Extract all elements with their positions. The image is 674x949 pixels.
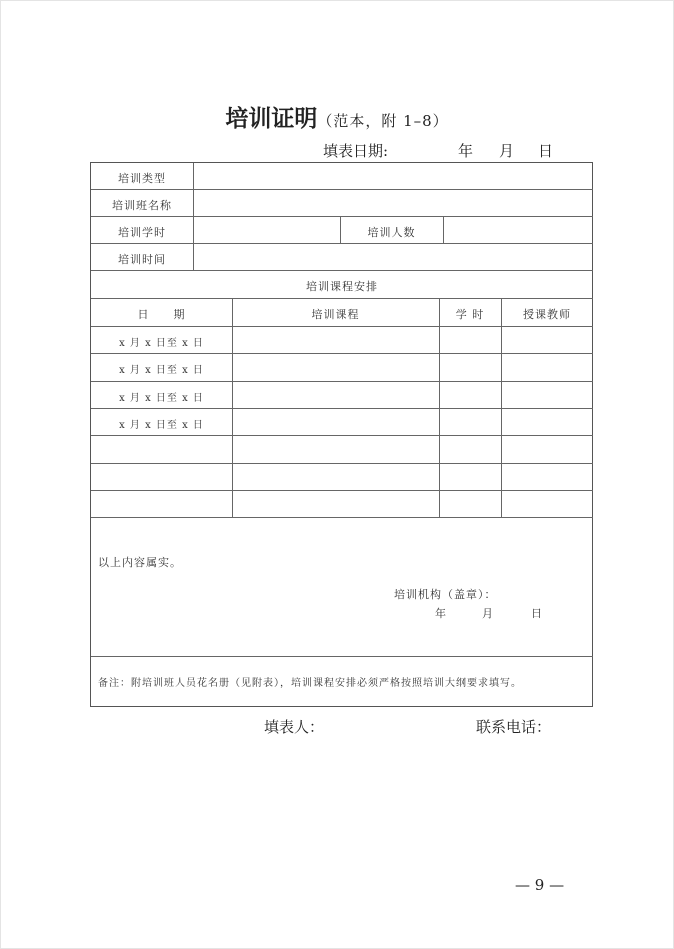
fill-date-month: 月 bbox=[499, 142, 515, 160]
seal-month: 月 bbox=[482, 607, 494, 620]
col-divider bbox=[439, 298, 440, 517]
page-number: — 9 — bbox=[515, 876, 565, 894]
row-divider bbox=[91, 189, 593, 190]
fill-date-label: 填表日期: bbox=[323, 142, 389, 160]
date-range-cell: x 月 x 日至 x 日 bbox=[119, 393, 204, 404]
row-divider bbox=[91, 435, 593, 436]
column-header-hours: 学 时 bbox=[455, 308, 485, 321]
date-range-cell: x 月 x 日至 x 日 bbox=[119, 338, 204, 349]
column-header-teacher: 授课教师 bbox=[523, 308, 571, 321]
date-range-cell: x 月 x 日至 x 日 bbox=[119, 420, 204, 431]
row-divider bbox=[91, 270, 593, 271]
row-divider bbox=[91, 463, 593, 464]
date-range-cell: x 月 x 日至 x 日 bbox=[119, 365, 204, 376]
column-header-course: 培训课程 bbox=[311, 308, 360, 321]
row-divider bbox=[91, 490, 593, 491]
participants-label: 培训人数 bbox=[367, 226, 416, 239]
org-seal-label: 培训机构（盖章）： bbox=[394, 588, 497, 601]
title-subtitle: （范本，附 1–8） bbox=[317, 112, 449, 130]
row-divider bbox=[91, 326, 593, 327]
training-certificate-form bbox=[90, 162, 593, 707]
fill-date-year: 年 bbox=[458, 142, 474, 160]
training-time-label: 培训时间 bbox=[118, 253, 166, 266]
seal-year: 年 bbox=[435, 607, 447, 620]
col-divider bbox=[443, 216, 444, 243]
row-divider bbox=[91, 381, 593, 382]
row-divider bbox=[91, 656, 593, 657]
fill-date-day: 日 bbox=[538, 142, 554, 160]
training-hours-label: 培训学时 bbox=[118, 226, 166, 239]
row-divider bbox=[91, 517, 593, 518]
column-header-date: 日 期 bbox=[137, 308, 186, 321]
seal-day: 日 bbox=[531, 607, 543, 620]
schedule-title: 培训课程安排 bbox=[306, 280, 378, 293]
row-divider bbox=[91, 216, 593, 217]
row-divider bbox=[91, 408, 593, 409]
training-type-label: 培训类型 bbox=[118, 172, 166, 185]
col-divider bbox=[232, 298, 233, 517]
row-divider bbox=[91, 353, 593, 354]
row-divider bbox=[91, 243, 593, 244]
row-divider bbox=[91, 298, 593, 299]
document-title bbox=[0, 100, 674, 133]
filler-label: 填表人： bbox=[264, 718, 325, 736]
phone-label: 联系电话： bbox=[476, 718, 552, 736]
fill-date-line bbox=[323, 140, 554, 161]
confirmation-text: 以上内容属实。 bbox=[98, 556, 182, 569]
class-name-label: 培训班名称 bbox=[112, 199, 172, 212]
remark-note: 备注：附培训班人员花名册（见附表），培训课程安排必须严格按照培训大纲要求填写。 bbox=[98, 678, 522, 689]
title-main: 培训证明 bbox=[225, 105, 318, 132]
col-divider bbox=[501, 298, 502, 517]
col-divider bbox=[193, 163, 194, 270]
